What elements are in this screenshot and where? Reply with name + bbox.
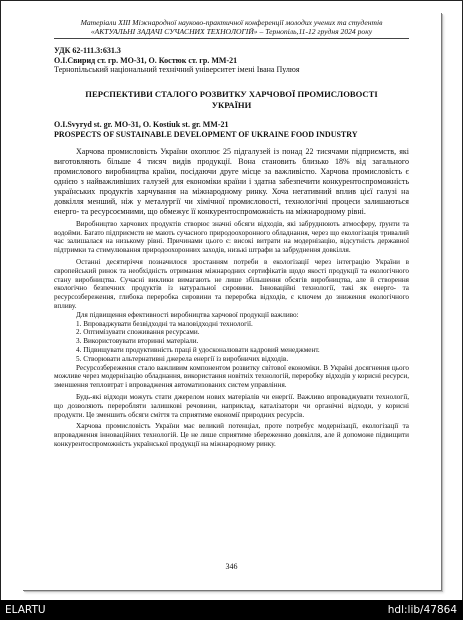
running-header	[54, 18, 409, 37]
paragraph: Харчова промисловість України охоплює 25 підгалузей із понад 22 тисячами підприємств, які виготовляють більше 4 тисяч видів продукції. Вона становить близько 18% від загального промислового виробництва країни, посідаючи друге місце за важливістю. Харчова промисловість є однією з найважливіших галузей для економіки країни і здатна забезпечити конкурентоспроможність українських продуктів харчування на міжнародному ринку. Хоча негативний вплив цієї галузі на довкілля менший, ніж у металургії чи хімічної промисловості, технологічні процеси залишаються енерго- та ресурсоємними, що обмежує її конкурентоспроможність на міжнародному рівні.	[54, 146, 409, 216]
udc-code: УДК 62-111.3:631.3	[54, 45, 121, 55]
list-item: 4. Підвищувати продуктивність праці й удосконалювати кадровий менеджмент.	[76, 345, 320, 354]
handle-id: hdl:lib/47864	[387, 604, 457, 616]
list-item: 3. Використовувати вторинні матеріали.	[76, 337, 199, 346]
repository-footer-bar	[0, 600, 463, 620]
paragraph: Ресурсозбереження стало важливим компонентом розвитку світової економіки. В Україні досягнення цього можливе через модернізацію обладнання, використання новітніх технологій, переробку відходів у корисні ресурси, зменшення тепловтрат і впровадження автоматизованих систем управління.	[54, 363, 409, 390]
repository-name: ELARTU	[5, 604, 46, 616]
paragraph: Останні десятиріччя позначилося зростанням потреби в екологізації через інтеграцію України в європейський ринок та необхідність отримання міжнародних сертифікатів щодо якості продукції та екологічного стану виробництва. Сучасні виклики вимагають не лише збільшення обсягів виробництва, але й створення екологічно безпечних продуктів із натуральної сировини. Інноваційні технології, такі як енерго- та ресурсозбереження, глибока переробка сировини та переробка відходів, є ключем до зниження екологічного впливу.	[54, 257, 409, 310]
list-item: 1. Впроваджувати безвідходні та маловідходні технології.	[76, 319, 253, 328]
header-line-2: «АКТУАЛЬНІ ЗАДАЧІ СУЧАСНИХ ТЕХНОЛОГІЙ» – Тернопіль,11-12 грудня 2024 року	[90, 27, 373, 37]
list-item: 2. Оптимізувати споживання ресурсами.	[76, 328, 200, 337]
title-en: PROSPECTS OF SUSTAINABLE DEVELOPMENT OF UKRAINE FOOD INDUSTRY	[54, 130, 358, 139]
paragraph: Харчова промисловість України має великий потенціал, проте потребує модернізації, екологізації та впровадження інноваційних технологій. Це не лише сприятиме збереженню довкілля, але й допоможе підвищити конкурентоспроможність української продукції на міжнародному ринку.	[54, 422, 409, 448]
authors-ua: О.І.Свирид ст. гр. МО-31, О. Костюк ст. гр. ММ-21	[54, 55, 238, 65]
page-content	[54, 18, 409, 449]
title-ua: ПЕРСПЕКТИВИ СТАЛОГО РОЗВИТКУ ХАРЧОВОЇ ПРОМИСЛОВОСТІ УКРАЇНИ	[85, 89, 378, 110]
document-page	[22, 12, 441, 590]
header-line-1: Матеріали XIII Міжнародної науково-практичної конференції молодих учених та студентів	[80, 18, 383, 27]
list-item: 5. Створювати альтернативні джерела енергії із виробничих відходів.	[76, 354, 289, 363]
paragraph: Будь-які відходи можуть стати джерелом нових матеріалів чи енергії. Важливо впроваджувати технології, що дозволяють переробляти залишкові речовини, наприклад, каталізатори чи органічні відходи, у корисні продукти. Це зменшить обсяги сміття та сприятиме економії природних ресурсів.	[54, 392, 409, 419]
paragraph: Для підвищення ефективності виробництва харчової продукції важливо:	[76, 310, 299, 319]
affiliation: Тернопільський національний технічний університет імені Івана Пулюя	[54, 65, 300, 75]
page-number: 346	[225, 562, 238, 571]
header-rule	[54, 38, 409, 39]
paragraph: Виробництво харчових продуктів створює значні обсяги відходів, які забруднюють атмосферу, ґрунти та водойми. Багато підприємств не мають сучасного природоохоронного обладнання, через що екологізація тривалий час залишалася на низькому рівні. Причинами цього є: високі витрати на модернізацію, відсутність державної підтримки та стимулювання природоохоронних заходів, низькі штрафи за забруднення довкілля.	[54, 219, 409, 255]
authors-en: O.I.Svyryd st. gr. MO-31, O. Kostiuk st. gr. MM-21	[54, 120, 229, 130]
article-body	[54, 147, 409, 449]
